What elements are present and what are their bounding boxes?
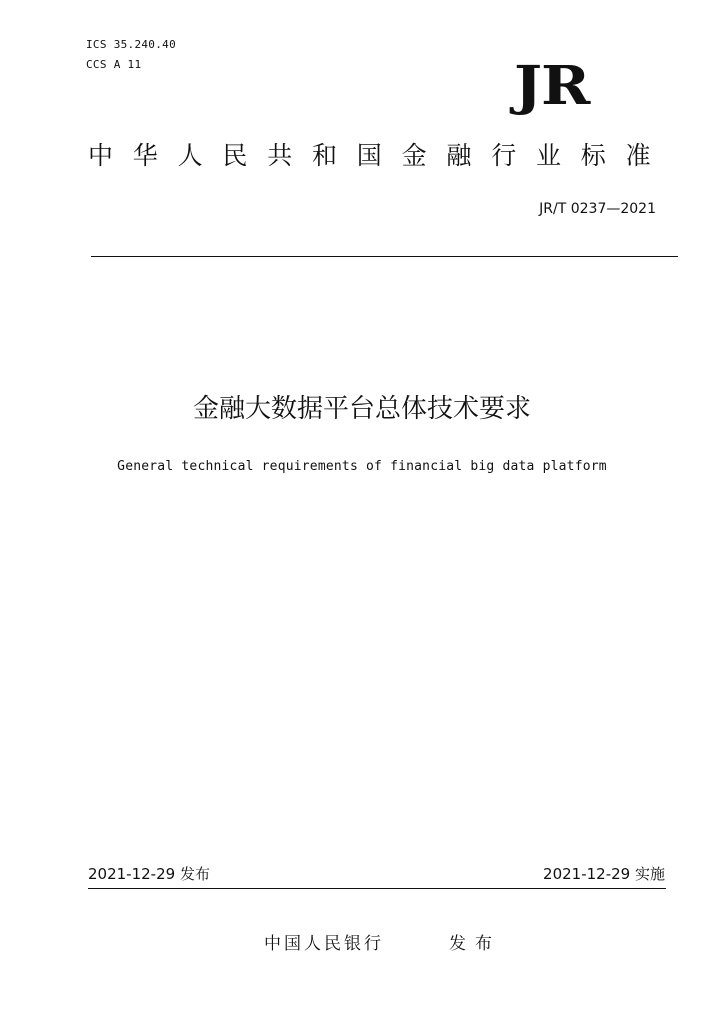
publish-date: 2021-12-29 发布 xyxy=(88,865,210,883)
bottom-divider xyxy=(88,888,666,889)
ics-code: ICS 35.240.40 xyxy=(86,38,176,51)
top-divider xyxy=(91,256,678,257)
document-title-english: General technical requirements of financial big data platform xyxy=(117,459,607,474)
ccs-code: CCS A 11 xyxy=(86,58,142,71)
standard-number: JR/T 0237—2021 xyxy=(539,201,656,217)
standard-type-heading: 中华人民共和国金融行业标准 xyxy=(88,141,671,170)
implementation-date: 2021-12-29 实施 xyxy=(543,865,665,883)
jr-logo: JR xyxy=(514,55,590,117)
issuing-authority: 中国人民银行 xyxy=(264,934,384,954)
document-title-chinese: 金融大数据平台总体技术要求 xyxy=(192,394,531,424)
issue-label: 发布 xyxy=(449,934,501,954)
